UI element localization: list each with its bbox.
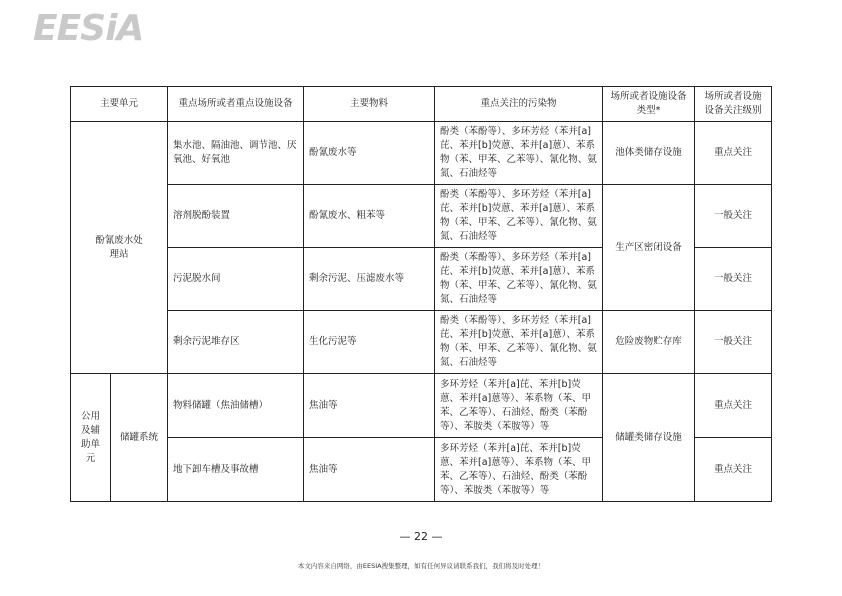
attention-level-cell: 重点关注 (695, 122, 772, 185)
table-row (71, 311, 772, 374)
header-key-facility: 重点场所或者重点设施设备 (168, 87, 304, 122)
header-main-unit: 主要单元 (71, 87, 168, 122)
material-cell: 生化污泥等 (304, 311, 435, 374)
header-facility-type: 场所或者设施设备类型* (603, 87, 695, 122)
material-cell: 焦油等 (304, 438, 435, 502)
facility-cell: 剩余污泥堆存区 (168, 311, 304, 374)
table-row (71, 185, 772, 248)
pollutants-cell: 多环芳烃（苯并[a]芘、苯并[b]荧蒽、苯并[a]蒽等）、苯系物（苯、甲苯、乙苯等）、石油烃、酚类（苯酚等）、苯胺类（苯胺等）等 (435, 438, 603, 502)
facility-type-cell: 池体类储存设施 (603, 122, 695, 185)
material-cell: 焦油等 (304, 374, 435, 438)
page-number: — 22 — (399, 530, 443, 543)
unit-public-auxiliary-label: 公用及辅助单元 (80, 410, 100, 464)
material-cell: 剩余污泥、压滤废水等 (304, 248, 435, 311)
table-row (71, 122, 772, 185)
attention-level-cell: 一般关注 (695, 311, 772, 374)
pollutants-cell: 酚类（苯酚等）、多环芳烃（苯并[a]芘、苯并[b]荧蒽、苯并[a]蒽）、苯系物（苯、甲苯、乙苯等）、氰化物、氨氮、石油烃等 (435, 311, 603, 374)
header-main-material: 主要物料 (304, 87, 435, 122)
table-header-row (71, 87, 772, 122)
attention-level-cell: 一般关注 (695, 185, 772, 248)
facility-type-cell: 生产区密闭设备 (603, 185, 695, 311)
footer-disclaimer: 本文内容来自网络，由EESIA搜集整理，如有任何异议请联系我们，我们将及时处理！ (297, 562, 545, 570)
header-attention-level: 场所或者设施设备关注级别 (695, 87, 772, 122)
unit-phenol-cyanide-station (71, 122, 168, 374)
facility-type-cell: 储罐类储存设施 (603, 374, 695, 502)
facility-cell: 污泥脱水间 (168, 248, 304, 311)
material-cell: 酚氰废水等 (304, 122, 435, 185)
header-key-pollutants: 重点关注的污染物 (435, 87, 603, 122)
sub-unit-storage-tank: 储罐系统 (111, 374, 168, 502)
material-cell: 酚氰废水、粗苯等 (304, 185, 435, 248)
facility-type-cell: 危险废物贮存库 (603, 311, 695, 374)
facility-cell: 地下卸车槽及事故槽 (168, 438, 304, 502)
pollutants-cell: 酚类（苯酚等）、多环芳烃（苯并[a]芘、苯并[b]荧蒽、苯并[a]蒽）、苯系物（苯、甲苯、乙苯等）、氰化物、氨氮、石油烃等 (435, 248, 603, 311)
unit-phenol-cyanide-label: 酚氰废水处理站 (95, 234, 143, 260)
table-row (71, 374, 772, 438)
pollutants-cell: 酚类（苯酚等）、多环芳烃（苯并[a]芘、苯并[b]荧蒽、苯并[a]蒽）、苯系物（苯、甲苯、乙苯等）、氰化物、氨氮、石油烃等 (435, 122, 603, 185)
pollution-facility-table (70, 86, 772, 502)
attention-level-cell: 重点关注 (695, 374, 772, 438)
pollutants-cell: 多环芳烃（苯并[a]芘、苯并[b]荧蒽、苯并[a]蒽等）、苯系物（苯、甲苯、乙苯等）、石油烃、酚类（苯酚等）、苯胺类（苯胺等）等 (435, 374, 603, 438)
facility-cell: 溶剂脱酚装置 (168, 185, 304, 248)
unit-public-auxiliary (71, 374, 111, 502)
attention-level-cell: 重点关注 (695, 438, 772, 502)
attention-level-cell: 一般关注 (695, 248, 772, 311)
eesia-logo: EESiA (33, 8, 144, 49)
facility-cell: 物料储罐（焦油储槽） (168, 374, 304, 438)
facility-cell: 集水池、隔油池、调节池、厌氧池、好氧池 (168, 122, 304, 185)
pollutants-cell: 酚类（苯酚等）、多环芳烃（苯并[a]芘、苯并[b]荧蒽、苯并[a]蒽）、苯系物（苯、甲苯、乙苯等）、氰化物、氨氮、石油烃等 (435, 185, 603, 248)
